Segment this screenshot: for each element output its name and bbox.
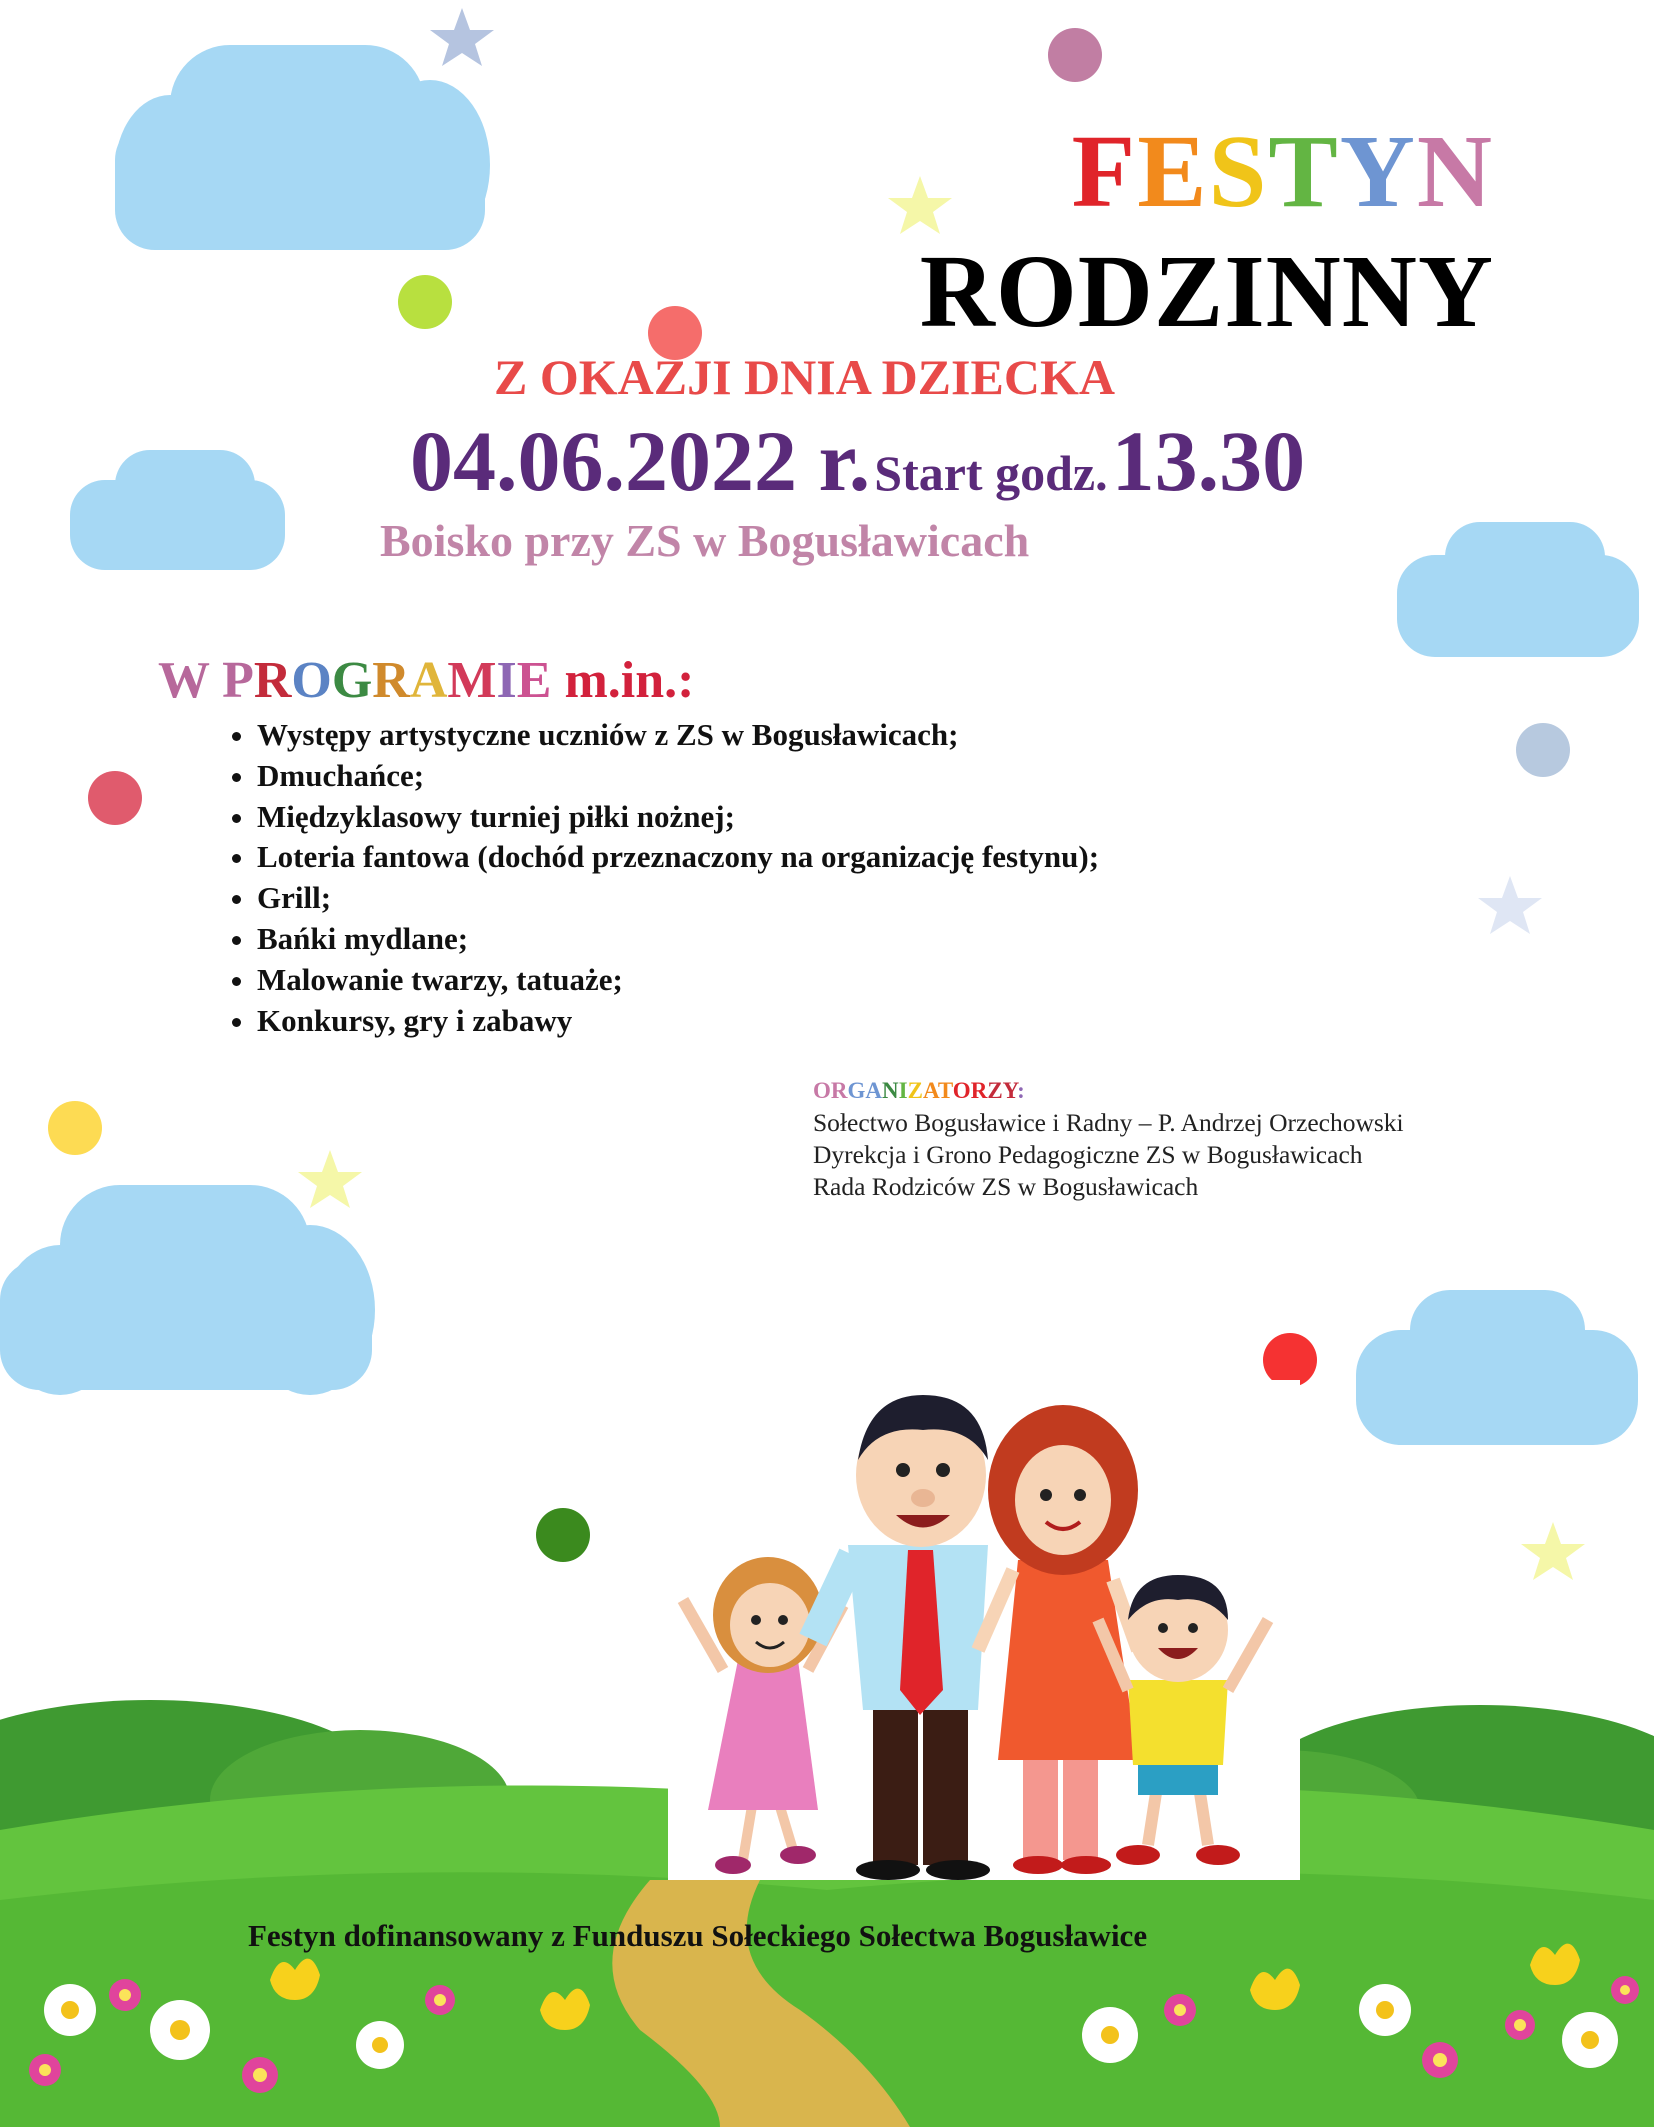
- title-letter: F: [1071, 114, 1138, 229]
- program-item: • Występy artystyczne uczniów z ZS w Bogusławicach;: [257, 715, 1099, 756]
- program-title-suffix: m.in.:: [551, 652, 695, 709]
- venue-line: Boisko przy ZS w Bogusławicach: [380, 515, 1030, 566]
- organizers-title-letter: I: [898, 1078, 908, 1103]
- program-title-letter: W: [158, 652, 210, 709]
- star-icon: [430, 8, 494, 66]
- organizers-title-letter: A: [865, 1078, 883, 1103]
- organizers-title-letter: :: [1017, 1078, 1025, 1103]
- program-item: • Międzyklasowy turniej piłki nożnej;: [257, 797, 1099, 838]
- program-item: • Loteria fantowa (dochód przeznaczony na organizację festynu);: [257, 837, 1099, 878]
- organizers-title-letter: Y: [1002, 1078, 1018, 1103]
- organizers-title-letter: G: [847, 1078, 866, 1103]
- organizers-title-letter: R: [970, 1078, 988, 1103]
- family-illustration: [668, 1380, 1300, 1880]
- organizers-block: [813, 1075, 1404, 1203]
- dot-icon: [48, 1101, 102, 1155]
- program-title-letter: I: [496, 652, 517, 709]
- program-item: • Dmuchańce;: [257, 756, 1099, 797]
- title-letter: E: [1137, 114, 1209, 229]
- program-title-letter: G: [331, 652, 373, 709]
- occasion-line: Z OKAZJI DNIA DZIECKA: [494, 349, 1115, 405]
- organizer-line: Rada Rodziców ZS w Bogusławicach: [813, 1172, 1199, 1201]
- title-letter: N: [1416, 114, 1494, 229]
- organizer-line: Sołectwo Bogusławice i Radny – P. Andrzej Orzechowski: [813, 1108, 1404, 1137]
- title-letter: T: [1268, 114, 1340, 229]
- cloud-icon: [115, 45, 490, 250]
- cloud-icon: [1356, 1290, 1638, 1445]
- dot-icon: [1048, 28, 1102, 82]
- title-rodzinny: RODZINNY: [919, 234, 1494, 349]
- program-item: • Grill;: [257, 878, 1099, 919]
- program-title-letter: R: [372, 652, 410, 709]
- program-title-letter: [209, 652, 222, 709]
- organizers-title-letter: O: [952, 1078, 971, 1103]
- title-letter: S: [1208, 114, 1269, 229]
- cloud-icon: [1397, 522, 1639, 657]
- star-icon: [1478, 876, 1542, 934]
- dot-icon: [1516, 723, 1570, 777]
- program-list: [205, 715, 1099, 1041]
- organizer-line: Dyrekcja i Grono Pedagogiczne ZS w Bogusławicach: [813, 1140, 1363, 1169]
- star-icon: [1521, 1522, 1585, 1580]
- program-title-letter: P: [222, 652, 254, 709]
- program-title: [158, 652, 695, 709]
- star-icon: [298, 1150, 362, 1208]
- title-festyn: [1071, 114, 1494, 229]
- organizers-title-letter: Z: [907, 1078, 923, 1103]
- program-item: • Malowanie twarzy, tatuaże;: [257, 960, 1099, 1001]
- man-figure: [813, 1395, 990, 1880]
- program-title-letter: M: [447, 652, 497, 709]
- program-title-letter: R: [253, 652, 292, 709]
- cloud-icon: [70, 450, 285, 570]
- woman-figure: [978, 1405, 1138, 1874]
- date-line: [410, 413, 1306, 509]
- event-date: 04.06.2022 r.: [410, 413, 871, 509]
- start-label: Start godz.: [874, 445, 1108, 501]
- organizers-title: [813, 1075, 1404, 1107]
- organizers-title-letter: A: [922, 1078, 938, 1103]
- title-letter: Y: [1339, 114, 1417, 229]
- dot-icon: [88, 771, 142, 825]
- funding-note: Festyn dofinansowany z Funduszu Sołeckiego Sołectwa Bogusławice: [248, 1918, 1148, 1953]
- organizers-title-letter: O: [813, 1078, 831, 1103]
- organizers-title-letter: Z: [987, 1078, 1003, 1103]
- program-title-rainbow: [158, 652, 551, 709]
- program-title-letter: O: [291, 652, 332, 709]
- dot-icon: [398, 275, 452, 329]
- organizers-title-letter: T: [937, 1078, 953, 1103]
- star-icon: [888, 176, 952, 234]
- organizers-title-letter: N: [882, 1078, 899, 1103]
- program-title-letter: A: [409, 652, 448, 709]
- dot-icon: [536, 1508, 590, 1562]
- event-time: 13.30: [1111, 413, 1306, 509]
- program-item: • Konkursy, gry i zabawy: [257, 1001, 1099, 1042]
- program-title-letter: E: [516, 652, 552, 709]
- program-item: • Bańki mydlane;: [257, 919, 1099, 960]
- cloud-icon: [0, 1185, 375, 1395]
- dot-icon: [1263, 1333, 1317, 1387]
- organizers-title-letter: R: [830, 1078, 848, 1103]
